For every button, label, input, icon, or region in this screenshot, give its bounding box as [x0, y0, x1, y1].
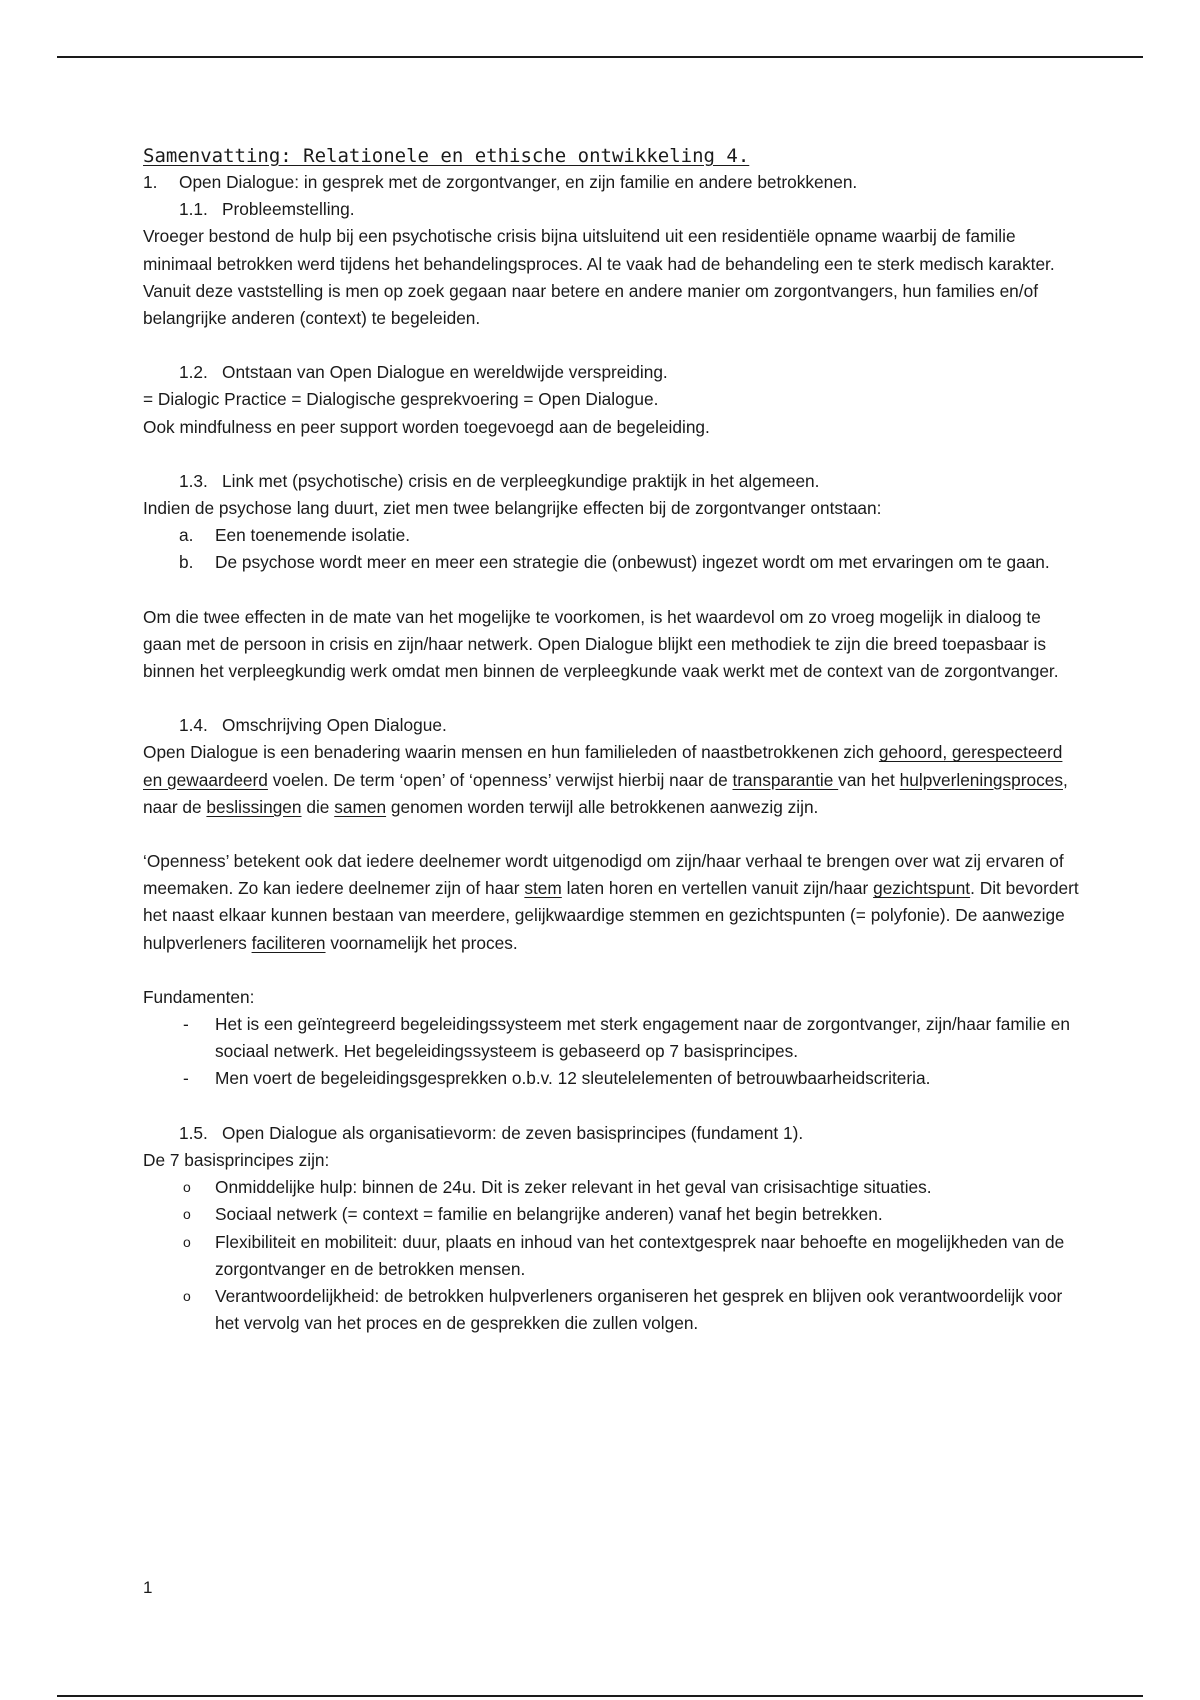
paragraph-vroeg-dialoog: Om die twee effecten in de mate van het mogelijke te voorkomen, is het waardevol om zo vroeg mogelijk in dialoog te gaan met de persoon in crisis en zijn/haar netwerk. Open Dialogue blijkt een methodiek te zijn die breed toepasbaar is binnen het verpleegkundig werk omdat men binnen de verpleegkunde vaak werkt met de context van de zorgontvanger.	[143, 606, 1059, 682]
heading-1-5-text: Open Dialogue als organisatievorm: de zeven basisprincipes (fundament 1).	[222, 1122, 804, 1143]
list-item	[179, 1065, 1083, 1092]
header-rule	[57, 56, 1143, 58]
paragraph-dialogic-practice: = Dialogic Practice = Dialogische gesprekvoering = Open Dialogue.	[143, 389, 659, 410]
list-item-text: Het is een geïntegreerd begeleidingssysteem met sterk engagement naar de zorgontvanger, zijn/haar familie en sociaal netwerk. Het begeleidingssysteem is gebaseerd op 7 basisprincipes.	[215, 1014, 1070, 1062]
list-item	[179, 522, 1083, 549]
heading-1-1-number: 1.1.	[179, 199, 208, 220]
heading-1-text: Open Dialogue: in gesprek met de zorgontvanger, en zijn familie en andere betrokkenen.	[179, 172, 858, 192]
heading-1-3-number: 1.3.	[179, 470, 208, 491]
list-item	[179, 1174, 1083, 1201]
fundamenten-label: Fundamenten:	[143, 986, 255, 1007]
heading-1-2	[143, 359, 1083, 386]
heading-1-5-number: 1.5.	[179, 1122, 208, 1143]
paragraph-openness: ‘Openness’ betekent ook dat iedere deelnemer wordt uitgenodigd om zijn/haar verhaal te brengen over wat zij ervaren of meemaken. Zo kan iedere deelnemer zijn of haar stem laten horen en vertellen vanuit zijn/haar gezichtspunt. Dit bevordert het naast elkaar kunnen bestaan van meerdere, gelijkwaardige stemmen en gezichtspunten (= polyfonie). De aanwezige hulpverleners faciliteren voornamelijk het proces.	[143, 851, 1079, 953]
list-marker: o	[183, 1179, 191, 1196]
heading-1-5	[143, 1120, 1083, 1147]
list-marker: a.	[179, 525, 194, 546]
list-item	[179, 1201, 1083, 1228]
list-item-text: Men voert de begeleidingsgesprekken o.b.v. 12 sleutelelementen of betrouwbaarheidscriteria.	[215, 1068, 931, 1089]
list-marker: -	[183, 1014, 189, 1035]
list-marker: o	[183, 1233, 191, 1250]
fundamenten-list	[143, 1011, 1083, 1093]
list-item	[179, 549, 1083, 576]
list-item-text: Flexibiliteit en mobiliteit: duur, plaats en inhoud van het contextgesprek naar behoefte en mogelijkheden van de zorgontvanger en de betrokken mensen.	[215, 1231, 1065, 1279]
document-body	[143, 142, 1083, 1337]
list-item	[179, 1283, 1083, 1337]
paragraph-psychose-effecten: Indien de psychose lang duurt, ziet men twee belangrijke effecten bij de zorgontvanger ontstaan:	[143, 498, 882, 519]
list-marker: o	[183, 1206, 191, 1223]
heading-1-4-number: 1.4.	[179, 715, 208, 736]
list-item-text: Verantwoordelijkheid: de betrokken hulpverleners organiseren het gesprek en blijven ook verantwoordelijk voor het vervolg van het proces en de gesprekken die zullen volgen.	[215, 1285, 1063, 1334]
heading-1-number: 1.	[143, 172, 158, 192]
heading-1-3	[143, 468, 1083, 495]
page-number: 1	[143, 1578, 153, 1597]
heading-1-4	[143, 712, 1083, 739]
list-item-text: Sociaal netwerk (= context = familie en belangrijke anderen) vanaf het begin betrekken.	[215, 1204, 883, 1225]
list-item-text: Onmiddelijke hulp: binnen de 24u. Dit is zeker relevant in het geval van crisisachtige situaties.	[215, 1177, 932, 1198]
list-item	[179, 1011, 1083, 1065]
paragraph-mindfulness: Ook mindfulness en peer support worden toegevoegd aan de begeleiding.	[143, 416, 710, 437]
heading-1-1-text: Probleemstelling.	[222, 199, 355, 220]
paragraph-omschrijving: Open Dialogue is een benadering waarin mensen en hun familieleden of naastbetrokkenen zich gehoord, gerespecteerd en gewaardeerd voelen. De term ‘open’ of ‘openness’ verwijst hierbij naar de transparantie van het hulpverleningsproces, naar de beslissingen die samen genomen worden terwijl alle betrokkenen aanwezig zijn.	[143, 742, 1068, 817]
list-item-text: De psychose wordt meer en meer een strategie die (onbewust) ingezet wordt om met ervaringen om te gaan.	[215, 552, 1050, 573]
heading-1-2-text: Ontstaan van Open Dialogue en wereldwijde verspreiding.	[222, 362, 668, 383]
footer-rule	[57, 1695, 1143, 1697]
list-marker: b.	[179, 552, 194, 573]
paragraph-probleemstelling: Vroeger bestond de hulp bij een psychotische crisis bijna uitsluitend uit een residentiële opname waarbij de familie minimaal betrokken werd tijdens het behandelingsproces. Al te vaak had de behandeling een te sterk medisch karakter. Vanuit deze vaststelling is men op zoek gegaan naar betere en andere manier om zorgontvangers, hun families en/of belangrijke anderen (context) te begeleiden.	[143, 226, 1055, 329]
heading-1-3-text: Link met (psychotische) crisis en de verpleegkundige praktijk in het algemeen.	[222, 470, 820, 491]
heading-1-4-text: Omschrijving Open Dialogue.	[222, 715, 447, 736]
effecten-list	[143, 522, 1083, 576]
basisprincipes-list	[143, 1174, 1083, 1337]
list-marker: -	[183, 1068, 189, 1089]
heading-1-1	[143, 196, 1083, 223]
list-item	[179, 1229, 1083, 1283]
basisprincipes-label: De 7 basisprincipes zijn:	[143, 1149, 330, 1170]
document-title: Samenvatting: Relationele en ethische ontwikkeling 4.	[143, 145, 750, 167]
heading-1-2-number: 1.2.	[179, 362, 208, 383]
list-marker: o	[183, 1287, 191, 1304]
list-item-text: Een toenemende isolatie.	[215, 525, 411, 546]
heading-1	[143, 169, 1083, 196]
